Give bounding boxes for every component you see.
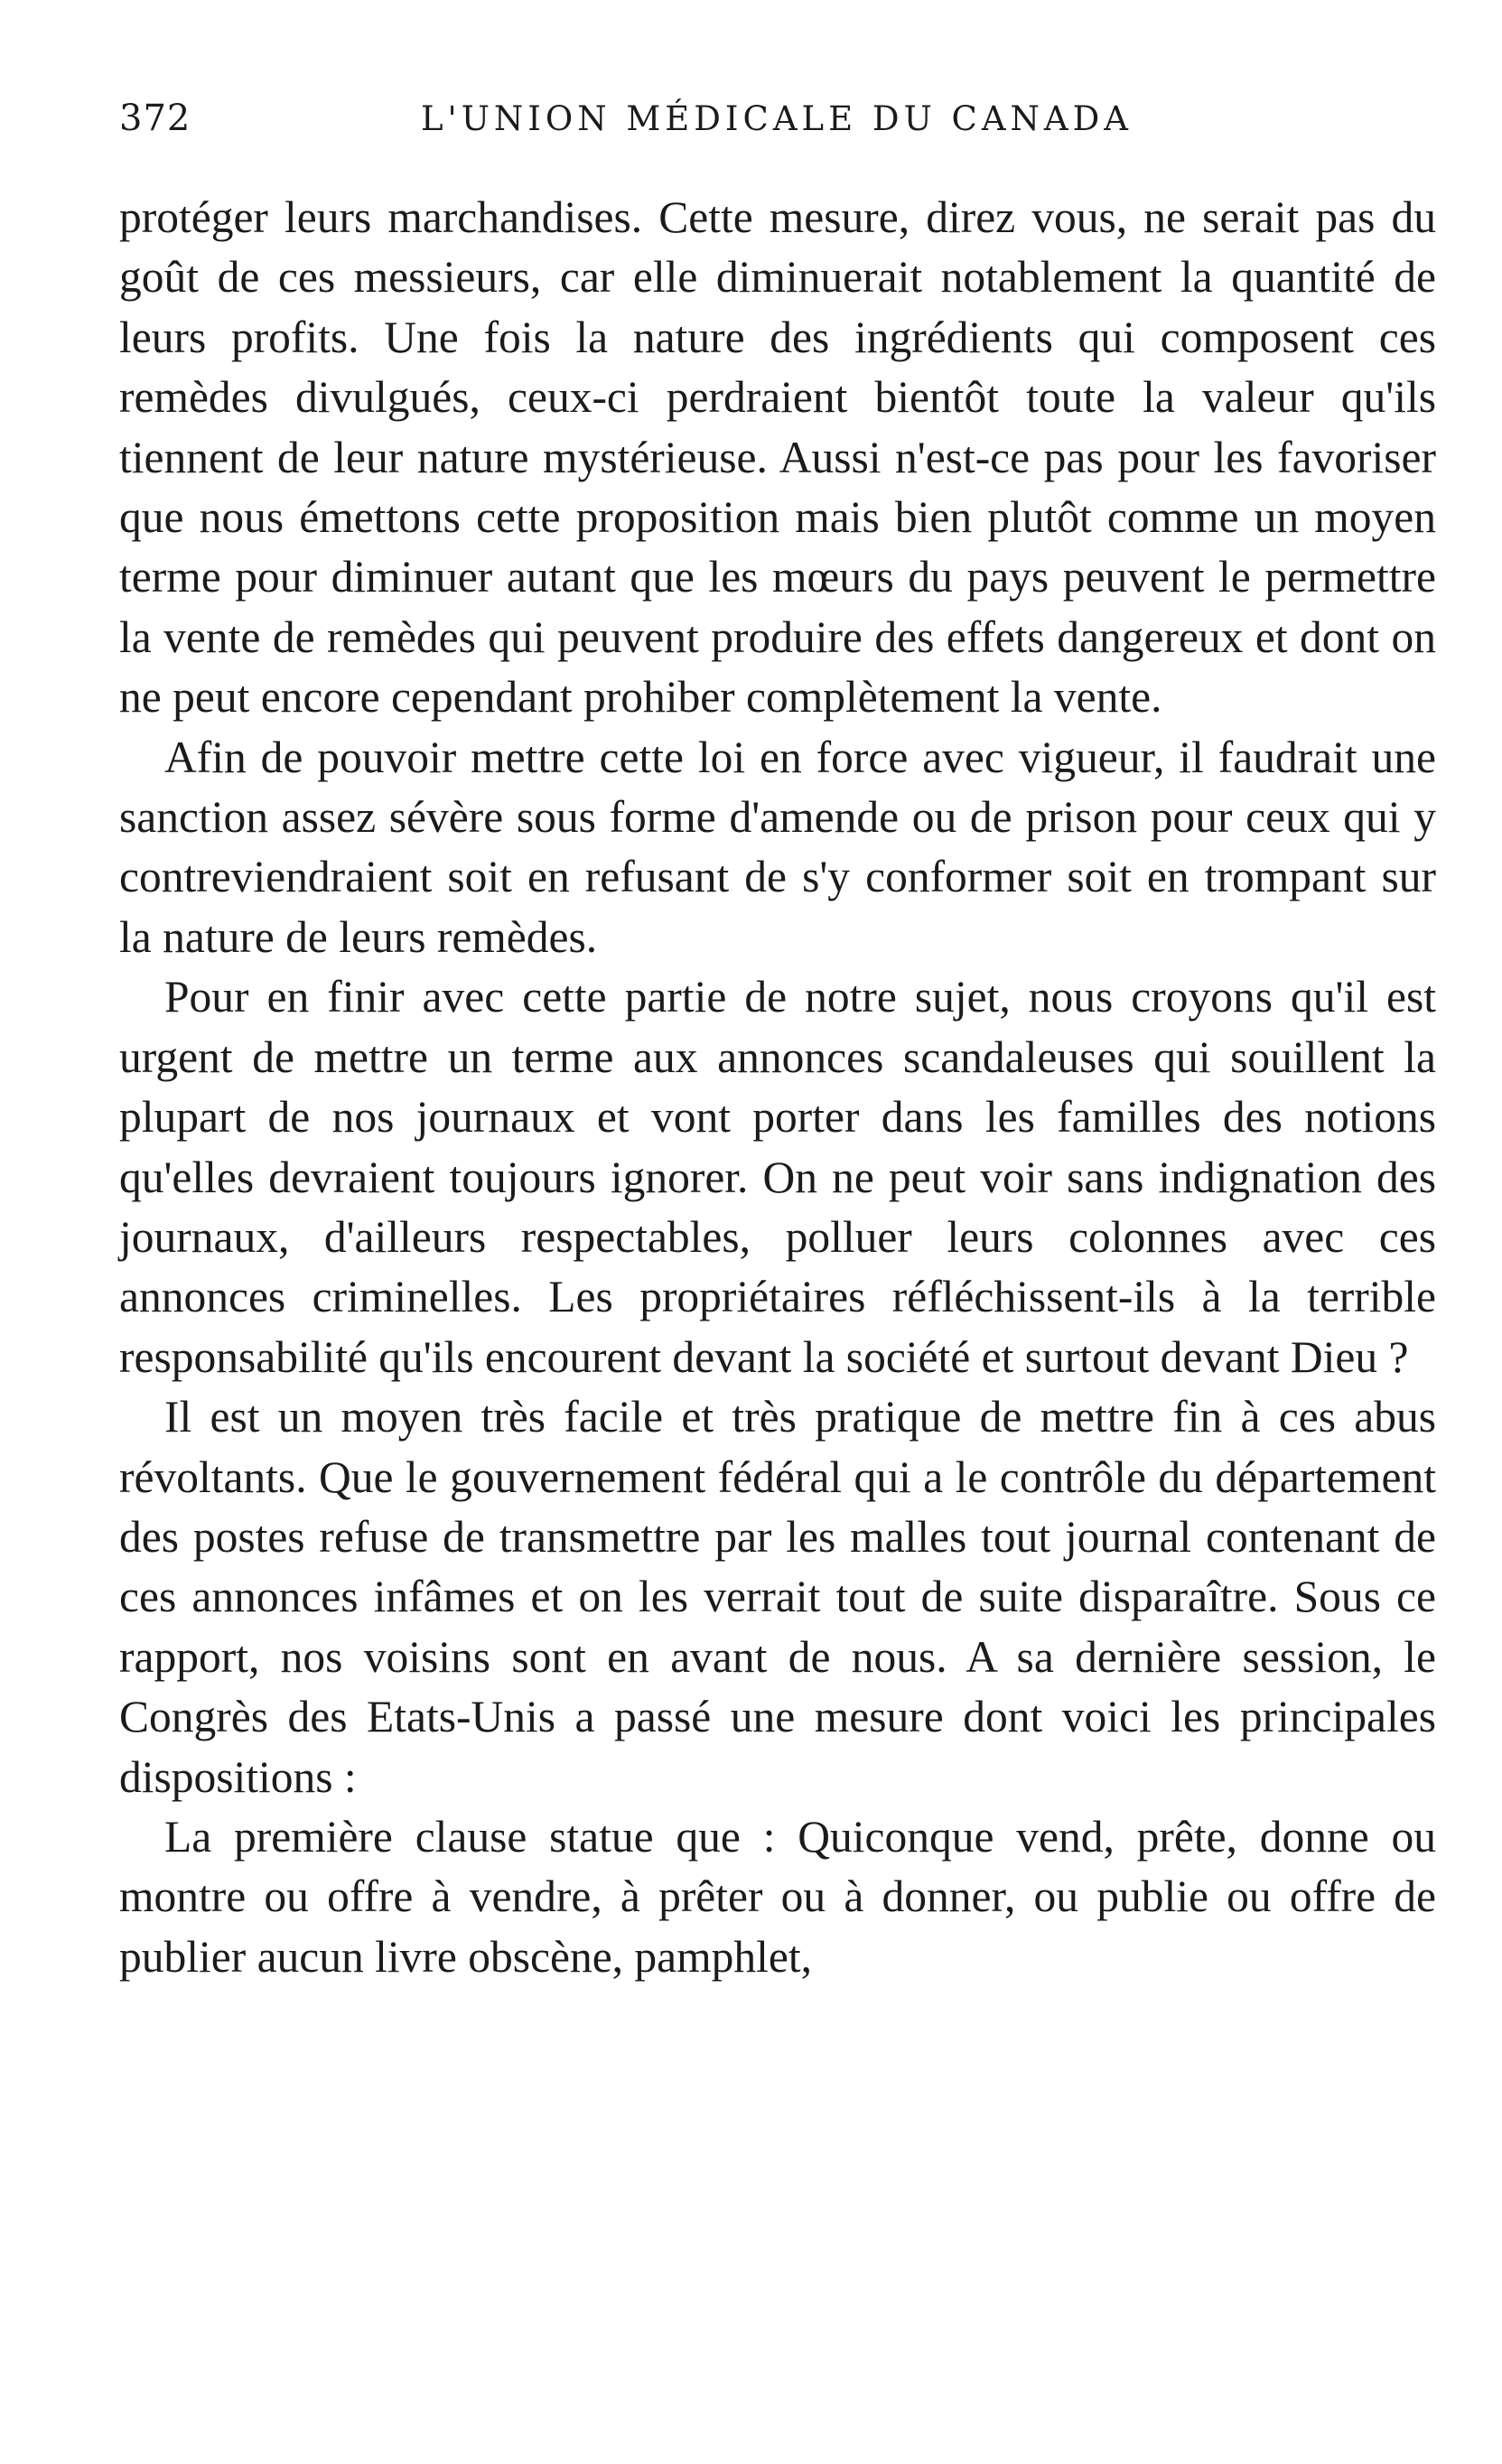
paragraph: La première clause statue que : Quiconque vend, prête, donne ou montre ou offre à vendre, à prêter ou à donner, ou publie ou offre de publier aucun livre obscène, pamphlet, bbox=[119, 1811, 1436, 1982]
running-title: L'UNION MÉDICALE DU CANADA bbox=[420, 99, 1133, 138]
paragraph: Il est un moyen très facile et très pratique de mettre fin à ces abus révoltants. Que le gouvernement fédéral qui a le contrôle du département des postes refuse de transmettre par les malles tout journal contenant de ces annonces infâmes et on les verrait tout de suite disparaître. Sous ce rapport, nos voisins sont en avant de nous. A sa dernière session, le Congrès des Etats-Unis a passé une mesure dont voici les principales dispositions : bbox=[119, 1392, 1436, 1802]
page-header bbox=[117, 98, 1436, 152]
paragraph: Afin de pouvoir mettre cette loi en force avec vigueur, il faudrait une sanction assez sévère sous forme d'amende ou de prison pour ceux qui y contreviendraient soit en refusant de s'y conformer soit en trompant sur la nature de leurs remèdes. bbox=[119, 732, 1436, 962]
paragraph: protéger leurs marchandises. Cette mesure, direz vous, ne serait pas du goût de ces messieurs, car elle diminuerait notablement la quantité de leurs profits. Une fois la nature des ingrédients qui composent ces remèdes divulgués, ceux-ci perdraient bientôt toute la valeur qu'ils tiennent de leur nature mystérieuse. Aussi n'est-ce pas pour les favoriser que nous émettons cette proposition mais bien plutôt comme un moyen terme pour diminuer autant que les mœurs du pays peuvent le permettre la vente de remèdes qui peuvent produire des effets dangereux et dont on ne peut encore cependant prohiber complètement la vente. bbox=[119, 192, 1436, 723]
page-number: 372 bbox=[119, 98, 191, 139]
paragraph: Pour en finir avec cette partie de notre sujet, nous croyons qu'il est urgent de mettre un terme aux annonces scandaleuses qui souillent la plupart de nos journaux et vont porter dans les familles des notions qu'elles devraient toujours ignorer. On ne peut voir sans indignation des journaux, d'ailleurs respectables, polluer leurs colonnes avec ces annonces criminelles. Les propriétaires réfléchissent-ils à la terrible responsabilité qu'ils encourent devant la société et surtout devant Dieu ? bbox=[119, 972, 1436, 1382]
body-text bbox=[119, 188, 1436, 1987]
